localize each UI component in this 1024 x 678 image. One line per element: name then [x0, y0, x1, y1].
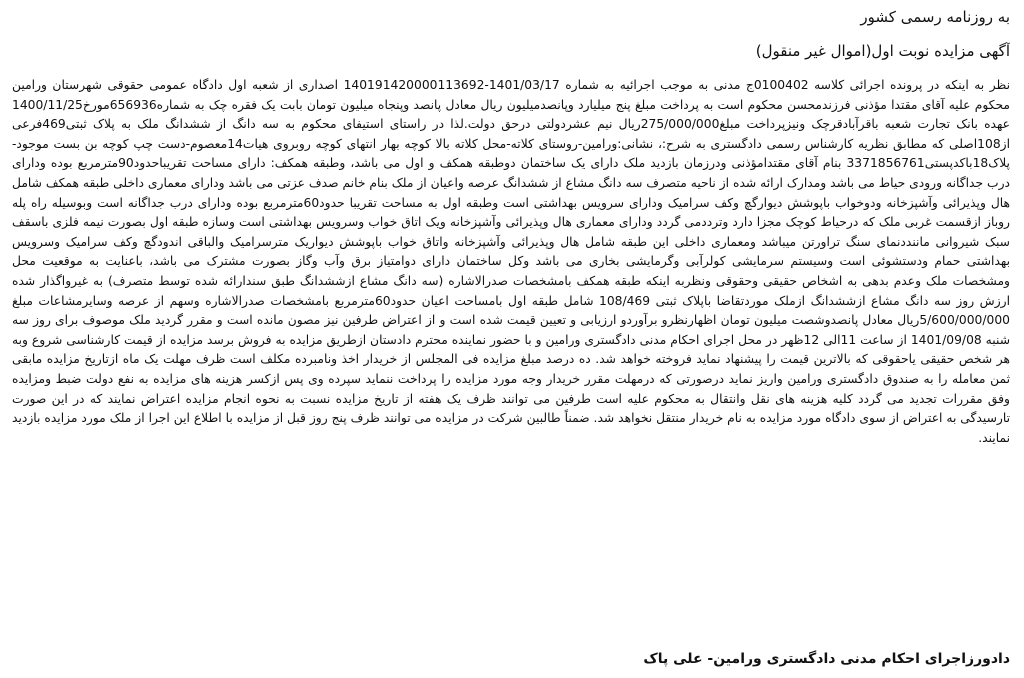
auction-notice: [10, 6, 1014, 672]
notice-signature: دادورزاجرای احکام مدنی دادگستری ورامین- علی پاک: [643, 651, 1010, 667]
notice-title: آگهی مزایده نوبت اول(اموال غیر منقول): [755, 42, 1010, 60]
notice-body: نظر به اینکه در پرونده اجرائی کلاسه 0100402ج مدنی به موجب اجرائیه به شماره 1401/03/17-140191420000113692 اصداری از شعبه اول دادگاه عمومی حقوقی شهرستان ورامین محکوم علیه آقای مقتدا مؤذنی فرزندمحسن محکوم است به پرداخت مبلغ پنج میلیارد وپانصدمیلیون ریال معادل پانصد وپنجاه میلیون تومان بابت یک فقره چک به شماره656936مورخ1400/11/25 عهده بانک تجارت شعبه باقرآبادقرچک ونیزپرداخت مبلغ275/000/000ریال نیم عشردولتی درحق دولت.لذا در راستای استیفای محکوم به سه دانگ از ششدانگ ملک به پلاک ثبتی469فرعی از108اصلی که مطابق نظریه کارشناس رسمی دادگستری به شرح:، نشانی:ورامین-روستای کلاته-محل کلاته بالا کوچه بهار انتهای کوچه روبروی هیات14معصوم-دست چپ کوچه بن بست موجود-پلاک18باکدپستی3371856761 بنام آقای مقتدامؤذنی ودرزمان بازدید ملک دارای یک ساختمان دوطبقه همکف و اول می باشد، وطبقه همکف: دارای مساحت تقریباحدود90مترمربع بوده ودارای درب جداگانه ورودی حیاط می باشد ومدارک ارائه شده از ناحیه متصرف سه دانگ مشاع از ششدانگ عرصه واعیان از ملک بنام خانم صدف عزتی می باشد ودارای معماری داخلی طبقه همکف شامل هال وپذیرائی وآشپزخانه ودوخواب باپوشش دیوارگچ وکف سرامیک ودارای سرویس بهداشتی است وطبقه اول به مساحت تقریبا حدود60مترمربع بوده ودارای درب جداگانه است وبوسیله راه پله روباز ازقسمت غربی ملک که درحیاط کوچک مجزا دارد وترددمی گردد ودارای معماری هال وپذیرائی وآشپزخانه ویک اتاق خواب وسرویس بهداشتی است وسازه طبقه اول بصورت نیمه فلزی باسقف سبک شیروانی ماننددنمای سنگ تراورتن میباشد ومعماری داخلی این طبقه شامل هال وپذیرائی وآشپزخانه واتاق خواب باپوشش دیواریک مترسرامیک والباقی اندودگچ وکف سرامیک وسرویس بهداشتی حمام ودستشوئی است وسیستم سرمایشی کولرآبی وگرمایشی بخاری می باشد وکل ساختمان دارای دوامتیاز برق وآب وگاز بصورت مشترک می باشد، باعنایت به موقعیت محل ومشخصات ملک وعدم بدهی به اشخاص حقیقی وحقوقی ونظربه اینکه طبقه همکف بامشخصات صدرالاشاره (سه دانگ مشاع ازششدانگ طبق سندارائه شده توسط متصرف) به غیرواگذار شده ارزش روز سه دانگ مشاع ازششدانگ ازملک موردتقاضا باپلاک ثبتی 108/469 شامل طبقه اول بامساحت اعیان حدود60مترمربع بامشخصات صدرالاشاره وسهم از عرصه وسایرمشاعات مبلغ 5/600/000/000ریال معادل پانصدوشصت میلیون تومان اظهارنظرو برآوردو ارزیابی و تعیین قیمت شده است و از اعتراض طرفین نیز مصون مانده است و مقرر گردید ملک موصوف برای روز سه شنبه 1401/09/08 از ساعت 11الی 12ظهر در محل اجرای احکام مدنی دادگستری ورامین و با حضور نماینده محترم دادستان ازطریق مزایده به فروش برسد مزایده از قیمت کارشناسی شروع وبه هر شخص حقیقی یاحقوقی که بالاترین قیمت را پیشنهاد نماید فروخته خواهد شد. ده درصد مبلغ مزایده فی المجلس از خریدار اخذ ونامبرده مکلف است ظرف مهلت یک ماه ازتاریخ مزایده مابقی ثمن معامله را به صندوق دادگستری ورامین واریز نماید درصورتی که درمهلت مقرر خریدار وجه مورد مزایده را پرداخت ننماید سپرده وی پس ازکسر هزینه های مزایده به نفع دولت ضبط ومزایده وفق مقررات تجدید می گردد کلیه هزینه های نقل وانتقال به محکوم علیه است طرفین می توانند ظرف یک هفته از تاریخ مزایده نسبت به نحوه انجام مزایده اعتراض نمایند که در این صورت تارسیدگی به اعتراض از سوی دادگاه مورد مزایده به نام خریدار منتقل نخواهد شد. ضمناً طالبین شرکت در مزایده می توانند ظرف پنج روز قبل از مزایده با اطلاع این اجرا از ملک مورد مزایده بازدید نمایند.: [12, 78, 1011, 445]
publication-line: به روزنامه رسمی کشور: [860, 8, 1010, 26]
